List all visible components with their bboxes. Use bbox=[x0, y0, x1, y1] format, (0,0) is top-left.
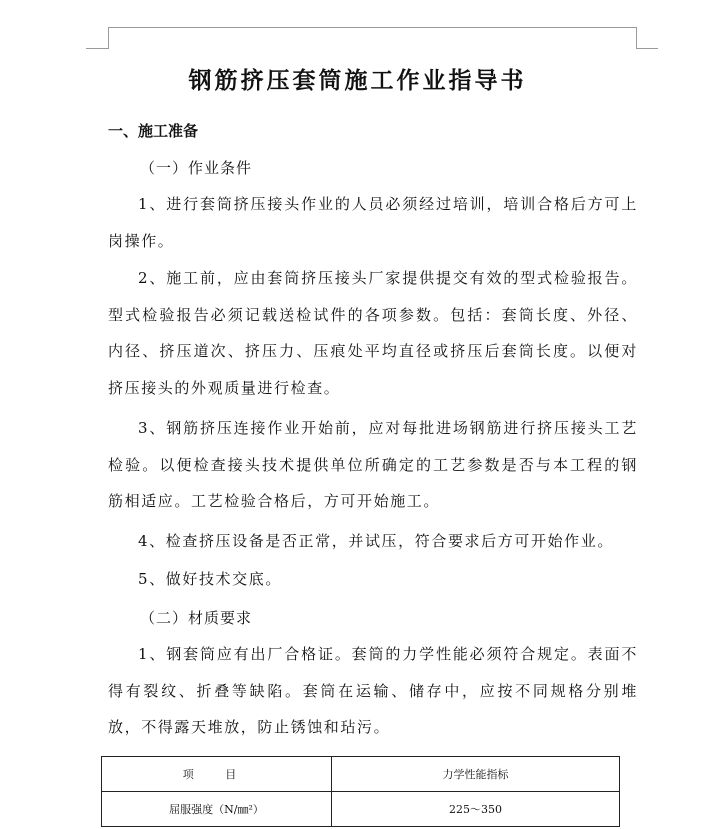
table-cell: 225～350 bbox=[332, 792, 620, 827]
crop-mark-top-right bbox=[636, 48, 658, 49]
paragraph: 1、进行套筒挤压接头作业的人员必须经过培训，培训合格后方可上岗操作。 bbox=[108, 195, 638, 250]
paragraph: 4、检查挤压设备是否正常，并试压，符合要求后方可开始作业。 bbox=[138, 532, 614, 550]
table-header-row bbox=[102, 757, 620, 792]
document-title: 钢筋挤压套筒施工作业指导书 bbox=[188, 67, 527, 94]
page-margin-mark bbox=[108, 27, 636, 28]
paragraph: 5、做好技术交底。 bbox=[138, 570, 282, 588]
crop-mark-top-left bbox=[86, 48, 108, 49]
property-table bbox=[101, 756, 620, 827]
paragraph: 2、施工前，应由套筒挤压接头厂家提供提交有效的型式检验报告。型式检验报告必须记载送检试件的各项参数。包括：套筒长度、外径、内径、挤压道次、挤压力、压痕处平均直径或挤压后套筒长度。以便对挤压接头的外观质量进行检查。 bbox=[108, 269, 638, 397]
section-heading: 一、施工准备 bbox=[108, 122, 199, 140]
table-cell: 屈服强度（N/㎜²） bbox=[102, 792, 332, 827]
subsection-heading: （一）作业条件 bbox=[140, 159, 253, 177]
paragraph: 1、钢套筒应有出厂合格证。套筒的力学性能必须符合规定。表面不得有裂纹、折叠等缺陷。套筒在运输、储存中，应按不同规格分别堆放，不得露天堆放，防止锈蚀和玷污。 bbox=[108, 645, 638, 737]
paragraph: 3、钢筋挤压连接作业开始前，应对每批进场钢筋进行挤压接头工艺检验。以便检查接头技术提供单位所确定的工艺参数是否与本工程的钢筋相适应。工艺检验合格后，方可开始施工。 bbox=[108, 419, 638, 511]
table-header-cell: 力学性能指标 bbox=[332, 757, 620, 792]
crop-mark-top-left bbox=[108, 27, 109, 49]
table-row bbox=[102, 792, 620, 827]
subsection-heading: （二）材质要求 bbox=[140, 609, 253, 627]
crop-mark-top-right bbox=[636, 27, 637, 49]
table-header-cell: 项 目 bbox=[102, 757, 332, 792]
